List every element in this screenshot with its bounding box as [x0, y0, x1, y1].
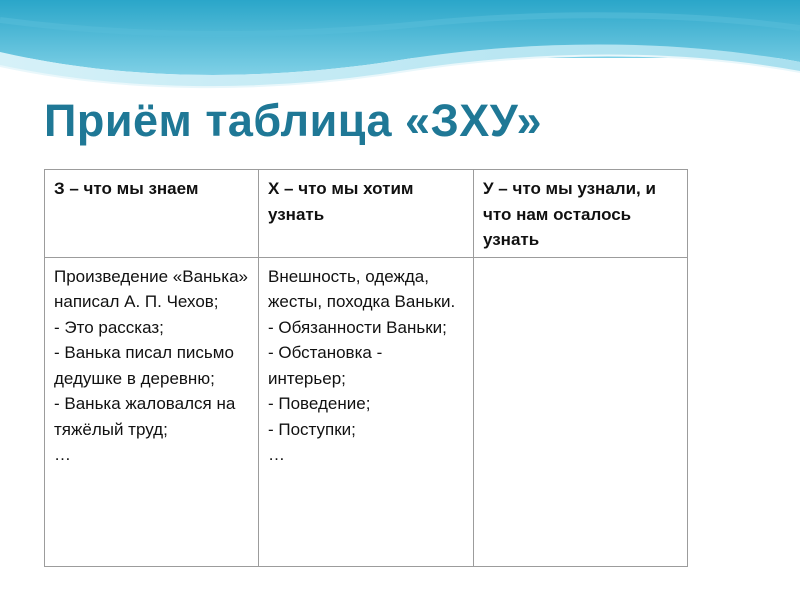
zhu-table	[44, 169, 688, 567]
know-item: - Это рассказ;	[54, 317, 164, 337]
cell-learned	[474, 257, 688, 566]
know-item: …	[54, 445, 71, 464]
know-item: - Ванька жаловался на тяжёлый труд;	[54, 394, 236, 439]
header-want: Х – что мы хотим узнать	[259, 170, 474, 258]
header-know: З – что мы знаем	[45, 170, 259, 258]
want-item: - Поведение;	[268, 394, 371, 413]
want-item: …	[268, 445, 285, 464]
want-item: - Обязанности Ваньки;	[268, 317, 447, 337]
header-learned: У – что мы узнали, и что нам осталось узнать	[474, 170, 688, 258]
know-item: Произведение «Ванька» написал А. П. Чехов;	[54, 266, 248, 311]
know-item: - Ванька писал письмо дедушке в деревню;	[54, 343, 234, 388]
page-title: Приём таблица «ЗХУ»	[44, 95, 543, 146]
table-header-row	[45, 170, 688, 258]
decorative-wave-header	[0, 0, 800, 90]
want-item: - Поступки;	[268, 419, 356, 439]
want-item: - Обстановка - интерьер;	[268, 343, 383, 388]
cell-know	[45, 257, 259, 566]
want-item: Внешность, одежда, жесты, походка Ваньки.	[268, 266, 456, 311]
table-row	[45, 257, 688, 566]
cell-want	[259, 257, 474, 566]
